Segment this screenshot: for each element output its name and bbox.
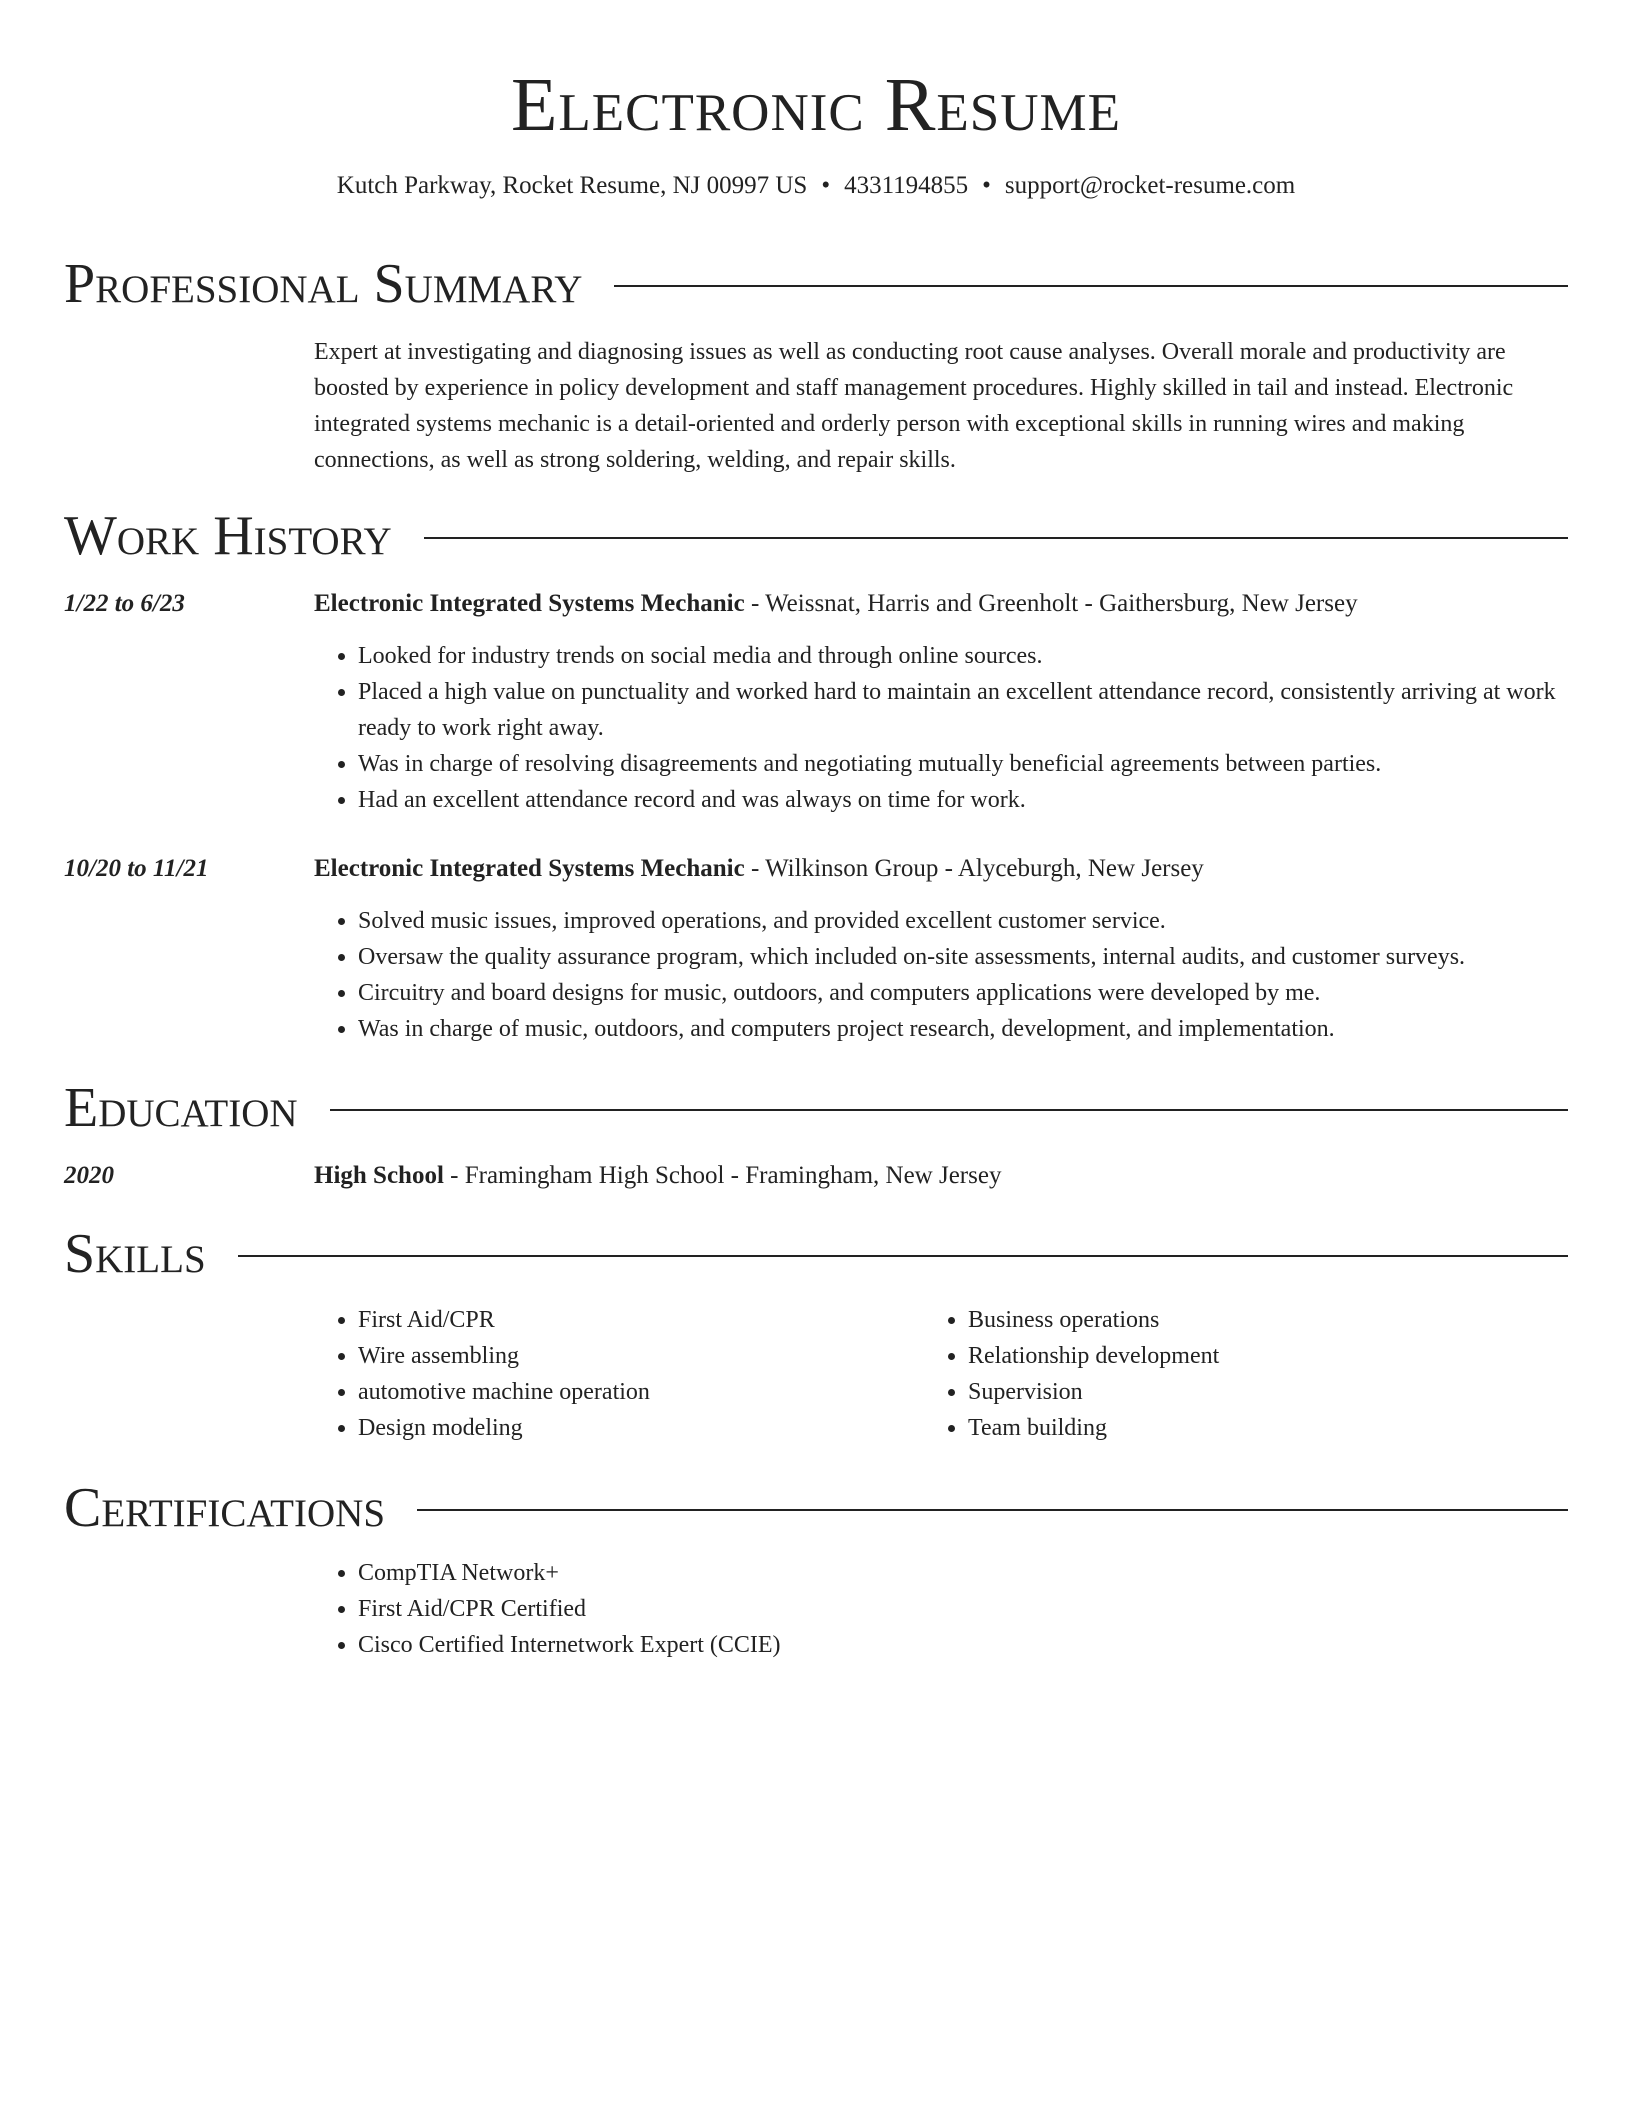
section-divider: [238, 1255, 1568, 1257]
section-divider: [417, 1509, 1568, 1511]
job-bullet: • Oversaw the quality assurance program, which included on-site assessments, internal audits, and customer surveys.: [358, 939, 1612, 975]
education-year: 2020: [64, 1162, 114, 1189]
skills-list-left: [314, 1302, 918, 1446]
job-dates: 10/20 to 11/21: [64, 855, 209, 882]
skills-list-right: [924, 1302, 1568, 1446]
certifications-list: [314, 1555, 1612, 1663]
education-degree: High School: [314, 1162, 444, 1189]
skill-item: • automotive machine operation: [358, 1374, 918, 1410]
skill-item: • Business operations: [968, 1302, 1568, 1338]
contact-separator: •: [982, 172, 991, 199]
certifications-section-header: [64, 1476, 1568, 1540]
job-employer: - Weissnat, Harris and Greenholt - Gaithersburg, New Jersey: [744, 590, 1358, 617]
summary-text: Expert at investigating and diagnosing issues as well as conducting root cause analyses. Overall morale and productivity are boosted by experience in policy development and staff management procedures. Highly skilled in tail and instead. Electronic integrated systems mechanic is a detail-oriented and orderly person with exceptional skills in running wires and making connections, as well as strong soldering, welding, and repair skills.: [314, 339, 1514, 473]
education-heading: [314, 1160, 1568, 1192]
section-title-work-history: Work History: [64, 505, 392, 567]
section-divider: [424, 537, 1568, 539]
job-bullets: [314, 903, 1612, 1047]
job-bullet: • Was in charge of resolving disagreements and negotiating mutually beneficial agreements between parties.: [358, 746, 1612, 782]
job-bullet: • Solved music issues, improved operations, and provided excellent customer service.: [358, 903, 1612, 939]
job-title: Electronic Integrated Systems Mechanic: [314, 590, 745, 617]
work-section-header: [64, 504, 1568, 568]
section-title-summary: Professional Summary: [64, 253, 583, 315]
job-bullet: • Had an excellent attendance record and was always on time for work.: [358, 782, 1612, 818]
section-title-skills: Skills: [64, 1223, 206, 1285]
summary-section-header: [64, 252, 1568, 316]
job-bullet: • Placed a high value on punctuality and worked hard to maintain an excellent attendance record, consistently arriving at work ready to work right away.: [358, 674, 1612, 746]
job-bullet: • Looked for industry trends on social media and through online sources.: [358, 638, 1612, 674]
education-section-header: [64, 1076, 1568, 1140]
section-title-education: Education: [64, 1077, 298, 1139]
certification-item: • Cisco Certified Internetwork Expert (CCIE): [358, 1627, 1612, 1663]
skill-item: • Relationship development: [968, 1338, 1568, 1374]
contact-separator: •: [821, 172, 831, 199]
section-divider: [330, 1109, 1568, 1111]
job-dates: 1/22 to 6/23: [64, 590, 185, 617]
job-heading: [314, 588, 1568, 620]
contact-line: [64, 170, 1568, 202]
contact-address: Kutch Parkway, Rocket Resume, NJ 00997 US: [336, 172, 808, 199]
contact-phone: 4331194855: [844, 172, 969, 199]
resume-name: Electronic Resume: [510, 63, 1122, 147]
certification-item: • First Aid/CPR Certified: [358, 1591, 1612, 1627]
skill-item: • Wire assembling: [358, 1338, 918, 1374]
section-title-certifications: Certifications: [64, 1477, 386, 1539]
contact-email: support@rocket-resume.com: [1004, 172, 1296, 199]
skill-item: • Team building: [968, 1410, 1568, 1446]
job-bullet: • Was in charge of music, outdoors, and computers project research, development, and implementation.: [358, 1011, 1612, 1047]
job-heading: [314, 853, 1568, 885]
job-title: Electronic Integrated Systems Mechanic: [314, 855, 745, 882]
certification-item: • CompTIA Network+: [358, 1555, 1612, 1591]
skill-item: • Supervision: [968, 1374, 1568, 1410]
job-employer: - Wilkinson Group - Alyceburgh, New Jersey: [744, 855, 1204, 882]
job-bullet: • Circuitry and board designs for music, outdoors, and computers applications were developed by me.: [358, 975, 1612, 1011]
resume-page: [64, 0, 1568, 1658]
education-school: - Framingham High School - Framingham, New Jersey: [443, 1162, 1002, 1189]
skills-section-header: [64, 1222, 1568, 1286]
section-divider: [614, 285, 1568, 287]
skill-item: • First Aid/CPR: [358, 1302, 918, 1338]
skill-item: • Design modeling: [358, 1410, 918, 1446]
job-bullets: [314, 638, 1612, 818]
